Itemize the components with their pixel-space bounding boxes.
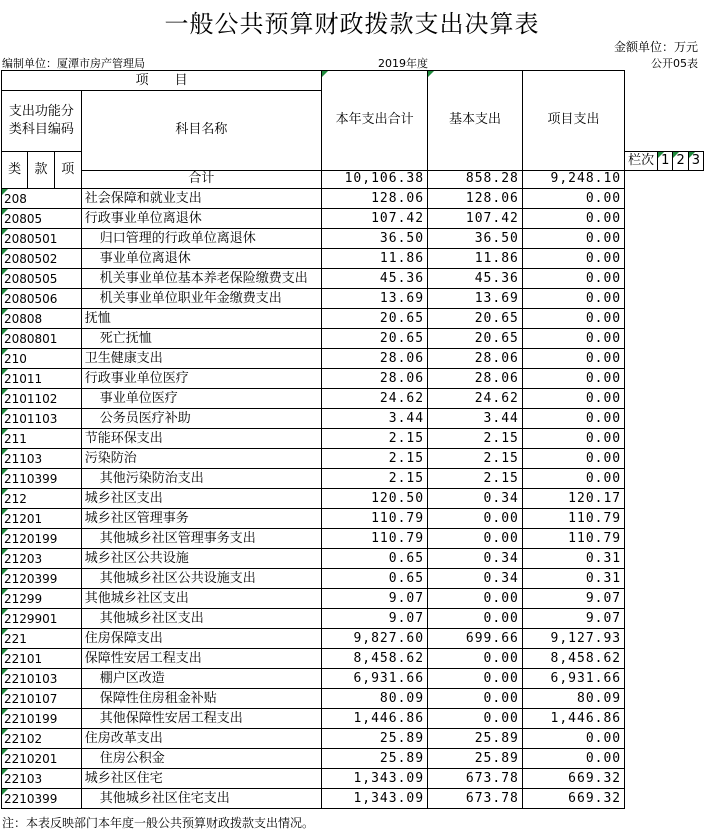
row-basic: 0.34 (428, 569, 523, 589)
row-name: 归口管理的行政单位离退休 (81, 229, 321, 249)
header-code: 支出功能分类科目编码 (2, 91, 82, 152)
row-total: 20.65 (322, 329, 428, 349)
org-name: 编制单位：厦潭市房产管理局 (2, 57, 145, 70)
row-basic: 11.86 (428, 249, 523, 269)
fiscal-year: 2019年度 (378, 57, 428, 70)
row-name: 社会保障和就业支出 (81, 189, 321, 209)
row-basic: 28.06 (428, 349, 523, 369)
row-code: 211 (2, 429, 82, 449)
row-basic: 13.69 (428, 289, 523, 309)
row-total: 80.09 (322, 689, 428, 709)
row-basic: 25.89 (428, 749, 523, 769)
table-row (2, 409, 704, 429)
row-project: 0.00 (522, 249, 624, 269)
row-project: 0.00 (522, 369, 624, 389)
row-code: 2120199 (2, 529, 82, 549)
row-basic: 2.15 (428, 469, 523, 489)
row-project: 9.07 (522, 589, 624, 609)
row-code: 2101102 (2, 389, 82, 409)
row-total: 1,343.09 (322, 789, 428, 809)
header-col1: 1 (658, 152, 673, 171)
table-row (2, 189, 704, 209)
row-total: 11.86 (322, 249, 428, 269)
row-project: 1,446.86 (522, 709, 624, 729)
row-project: 80.09 (522, 689, 624, 709)
row-project: 120.17 (522, 489, 624, 509)
footnote: 注：本表反映部门本年度一般公共预算财政拨款支出情况。 (2, 816, 315, 830)
row-total: 128.06 (322, 189, 428, 209)
row-name: 其他城乡社区支出 (81, 609, 321, 629)
row-basic: 0.00 (428, 509, 523, 529)
table-row (2, 429, 704, 449)
row-basic: 0.34 (428, 489, 523, 509)
row-project: 9.07 (522, 609, 624, 629)
row-basic: 0.34 (428, 549, 523, 569)
row-name: 卫生健康支出 (81, 349, 321, 369)
sum-row (2, 170, 704, 189)
row-project: 0.00 (522, 309, 624, 329)
header-col2: 2 (673, 152, 688, 171)
header-lei: 类 (2, 152, 28, 189)
row-name: 行政事业单位医疗 (81, 369, 321, 389)
row-code: 21299 (2, 589, 82, 609)
row-total: 9.07 (322, 609, 428, 629)
header-xiang: 项 (54, 152, 81, 189)
row-basic: 0.00 (428, 609, 523, 629)
row-basic: 2.15 (428, 429, 523, 449)
row-total: 120.50 (322, 489, 428, 509)
table-row (2, 209, 704, 229)
row-project: 0.00 (522, 409, 624, 429)
row-total: 3.44 (322, 409, 428, 429)
amount-unit: 金额单位：万元 (613, 40, 698, 54)
row-project: 669.32 (522, 789, 624, 809)
table-row (2, 689, 704, 709)
row-project: 0.00 (522, 269, 624, 289)
row-code: 2120399 (2, 569, 82, 589)
table-row (2, 249, 704, 269)
header-project: 项目支出 (522, 71, 624, 171)
row-total: 1,343.09 (322, 769, 428, 789)
row-code: 2101103 (2, 409, 82, 429)
table-row (2, 349, 704, 369)
row-name: 城乡社区管理事务 (81, 509, 321, 529)
table-row (2, 369, 704, 389)
row-basic: 0.00 (428, 649, 523, 669)
row-code: 2210103 (2, 669, 82, 689)
row-basic: 45.36 (428, 269, 523, 289)
row-project: 0.00 (522, 209, 624, 229)
row-basic: 3.44 (428, 409, 523, 429)
row-total: 24.62 (322, 389, 428, 409)
row-total: 107.42 (322, 209, 428, 229)
row-total: 6,931.66 (322, 669, 428, 689)
row-total: 2.15 (322, 429, 428, 449)
page-title: 一般公共预算财政拨款支出决算表 (164, 10, 540, 38)
row-code: 2080506 (2, 289, 82, 309)
row-code: 221 (2, 629, 82, 649)
row-code: 2080801 (2, 329, 82, 349)
row-basic: 24.62 (428, 389, 523, 409)
row-code: 2210199 (2, 709, 82, 729)
row-total: 2.15 (322, 469, 428, 489)
row-name: 保障性住房租金补贴 (81, 689, 321, 709)
table-row (2, 229, 704, 249)
row-code: 21201 (2, 509, 82, 529)
table-row (2, 309, 704, 329)
row-name: 其他城乡社区管理事务支出 (81, 529, 321, 549)
row-project: 110.79 (522, 509, 624, 529)
header-col3: 3 (688, 152, 703, 171)
row-name: 其他城乡社区公共设施支出 (81, 569, 321, 589)
row-name: 住房改革支出 (81, 729, 321, 749)
row-project: 0.00 (522, 429, 624, 449)
row-basic: 699.66 (428, 629, 523, 649)
table-row (2, 289, 704, 309)
table-row (2, 649, 704, 669)
header-row-1 (2, 71, 704, 91)
row-basic: 0.00 (428, 589, 523, 609)
table-row (2, 529, 704, 549)
row-basic: 28.06 (428, 369, 523, 389)
row-basic: 673.78 (428, 769, 523, 789)
table-row (2, 389, 704, 409)
table-row (2, 489, 704, 509)
table-row (2, 449, 704, 469)
row-total: 9,827.60 (322, 629, 428, 649)
row-total: 2.15 (322, 449, 428, 469)
row-basic: 673.78 (428, 789, 523, 809)
row-basic: 128.06 (428, 189, 523, 209)
row-basic: 20.65 (428, 329, 523, 349)
row-code: 2110399 (2, 469, 82, 489)
row-project: 0.00 (522, 389, 624, 409)
sum-label: 合计 (81, 170, 321, 189)
table-row (2, 729, 704, 749)
header-lanci: 栏次 (625, 152, 658, 171)
row-total: 28.06 (322, 349, 428, 369)
row-basic: 20.65 (428, 309, 523, 329)
row-project: 0.31 (522, 549, 624, 569)
row-code: 2210107 (2, 689, 82, 709)
row-total: 28.06 (322, 369, 428, 389)
row-name: 抚恤 (81, 309, 321, 329)
row-basic: 36.50 (428, 229, 523, 249)
row-name: 公务员医疗补助 (81, 409, 321, 429)
row-code: 2080502 (2, 249, 82, 269)
row-basic: 0.00 (428, 669, 523, 689)
row-project: 110.79 (522, 529, 624, 549)
row-code: 20805 (2, 209, 82, 229)
table-row (2, 469, 704, 489)
table-row (2, 329, 704, 349)
sum-basic: 858.28 (428, 170, 523, 189)
row-name: 其他污染防治支出 (81, 469, 321, 489)
row-total: 45.36 (322, 269, 428, 289)
row-name: 其他保障性安居工程支出 (81, 709, 321, 729)
row-name: 事业单位医疗 (81, 389, 321, 409)
row-name: 其他城乡社区支出 (81, 589, 321, 609)
row-code: 2080505 (2, 269, 82, 289)
row-total: 13.69 (322, 289, 428, 309)
row-project: 0.00 (522, 469, 624, 489)
row-basic: 0.00 (428, 709, 523, 729)
row-code: 21203 (2, 549, 82, 569)
row-total: 8,458.62 (322, 649, 428, 669)
row-basic: 107.42 (428, 209, 523, 229)
row-project: 0.00 (522, 189, 624, 209)
row-code: 22102 (2, 729, 82, 749)
row-total: 36.50 (322, 229, 428, 249)
table-row (2, 589, 704, 609)
row-basic: 25.89 (428, 729, 523, 749)
row-name: 城乡社区公共设施 (81, 549, 321, 569)
table-row (2, 669, 704, 689)
table-row (2, 509, 704, 529)
row-code: 212 (2, 489, 82, 509)
table-row (2, 629, 704, 649)
row-code: 22103 (2, 769, 82, 789)
row-total: 0.65 (322, 549, 428, 569)
table-row (2, 569, 704, 589)
table-row (2, 549, 704, 569)
row-name: 城乡社区住宅 (81, 769, 321, 789)
row-name: 事业单位离退休 (81, 249, 321, 269)
row-project: 9,127.93 (522, 629, 624, 649)
row-project: 8,458.62 (522, 649, 624, 669)
header-basic: 基本支出 (428, 71, 523, 171)
table-row (2, 749, 704, 769)
row-name: 其他城乡社区住宅支出 (81, 789, 321, 809)
row-project: 0.00 (522, 449, 624, 469)
row-project: 0.00 (522, 289, 624, 309)
header-name: 科目名称 (81, 91, 321, 171)
sum-project: 9,248.10 (522, 170, 624, 189)
row-name: 机关事业单位基本养老保险缴费支出 (81, 269, 321, 289)
table-row (2, 709, 704, 729)
table-row (2, 269, 704, 289)
row-total: 20.65 (322, 309, 428, 329)
meta-row (0, 54, 704, 70)
row-project: 0.00 (522, 729, 624, 749)
row-project: 0.00 (522, 329, 624, 349)
header-total: 本年支出合计 (322, 71, 428, 171)
row-total: 1,446.86 (322, 709, 428, 729)
row-code: 2210201 (2, 749, 82, 769)
row-project: 0.00 (522, 229, 624, 249)
row-project: 0.00 (522, 349, 624, 369)
row-code: 20808 (2, 309, 82, 329)
header-item: 项 目 (2, 71, 322, 91)
row-total: 0.65 (322, 569, 428, 589)
table-code: 公开05表 (651, 57, 698, 70)
row-name: 机关事业单位职业年金缴费支出 (81, 289, 321, 309)
row-name: 死亡抚恤 (81, 329, 321, 349)
row-project: 0.00 (522, 749, 624, 769)
row-name: 棚户区改造 (81, 669, 321, 689)
row-name: 住房保障支出 (81, 629, 321, 649)
row-project: 669.32 (522, 769, 624, 789)
row-project: 0.31 (522, 569, 624, 589)
row-name: 行政事业单位离退休 (81, 209, 321, 229)
table-row (2, 789, 704, 809)
expenditure-table (1, 70, 704, 809)
sum-total: 10,106.38 (322, 170, 428, 189)
row-name: 保障性安居工程支出 (81, 649, 321, 669)
row-total: 25.89 (322, 729, 428, 749)
row-code: 2080501 (2, 229, 82, 249)
row-name: 节能环保支出 (81, 429, 321, 449)
row-code: 208 (2, 189, 82, 209)
row-basic: 0.00 (428, 689, 523, 709)
row-code: 2210399 (2, 789, 82, 809)
table-row (2, 769, 704, 789)
row-project: 6,931.66 (522, 669, 624, 689)
row-basic: 0.00 (428, 529, 523, 549)
row-total: 25.89 (322, 749, 428, 769)
row-name: 住房公积金 (81, 749, 321, 769)
row-name: 城乡社区支出 (81, 489, 321, 509)
header-kuan: 款 (28, 152, 54, 189)
row-code: 22101 (2, 649, 82, 669)
row-total: 9.07 (322, 589, 428, 609)
row-code: 21011 (2, 369, 82, 389)
table-row (2, 609, 704, 629)
row-total: 110.79 (322, 529, 428, 549)
row-code: 2129901 (2, 609, 82, 629)
row-total: 110.79 (322, 509, 428, 529)
row-code: 210 (2, 349, 82, 369)
row-code: 21103 (2, 449, 82, 469)
row-basic: 2.15 (428, 449, 523, 469)
row-name: 污染防治 (81, 449, 321, 469)
